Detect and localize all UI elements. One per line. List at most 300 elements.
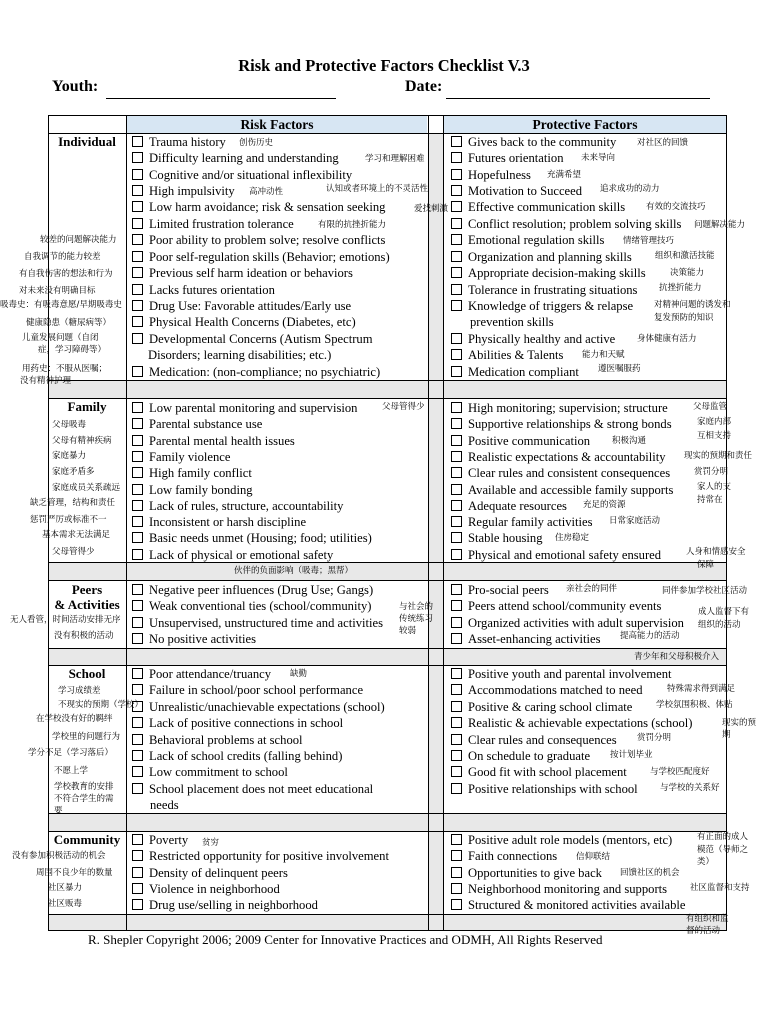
school-risk-item xyxy=(132,748,342,764)
annotation: 学分不足（学习落后） xyxy=(28,748,114,758)
item-label: Poverty xyxy=(149,833,189,847)
checkbox[interactable] xyxy=(132,633,143,644)
checkbox[interactable] xyxy=(451,201,462,212)
checkbox[interactable] xyxy=(451,366,462,377)
peers-risk-item xyxy=(132,582,373,598)
checkbox[interactable] xyxy=(132,218,143,229)
individual-risk-item xyxy=(132,265,353,281)
school-risk-item xyxy=(132,682,363,698)
table-border xyxy=(48,648,727,649)
checkbox[interactable] xyxy=(451,349,462,360)
family-protective-item xyxy=(451,547,661,563)
family-protective-item xyxy=(451,530,543,546)
item-label: On schedule to graduate xyxy=(468,749,591,763)
community-risk-item xyxy=(132,848,389,864)
annotation: 要 xyxy=(54,806,63,816)
checkbox[interactable] xyxy=(132,333,143,344)
item-label: Drug Use: Favorable attitudes/Early use xyxy=(149,299,352,313)
annotation: 问题解决能力 xyxy=(694,220,746,230)
individual-risk-item xyxy=(132,249,390,265)
item-continuation: Disorders; learning disabilities; etc.) xyxy=(148,348,332,362)
annotation: 对未来没有明确目标 xyxy=(19,286,96,296)
item-label: Stable housing xyxy=(468,531,543,546)
checkbox[interactable] xyxy=(132,783,143,794)
checkbox[interactable] xyxy=(451,717,462,728)
item-label: Developmental Concerns (Autism Spectrum xyxy=(149,332,373,346)
item-label: High monitoring; supervision; structure xyxy=(468,401,668,415)
checkbox[interactable] xyxy=(451,267,462,278)
individual-protective-item xyxy=(451,265,646,281)
annotation: 伙伴的负面影响（吸毒；黑帮） xyxy=(234,566,354,576)
annotation: 无人看管，时间活动安排无序 xyxy=(10,615,121,625)
item-label: Abilities & Talents xyxy=(468,348,564,362)
checkbox[interactable] xyxy=(132,532,143,543)
checkbox[interactable] xyxy=(451,834,462,845)
annotation: 积极沟通 xyxy=(612,436,647,446)
individual-risk-item xyxy=(132,298,351,314)
item-label: Parental mental health issues xyxy=(149,433,295,448)
school-risk-item xyxy=(132,764,288,780)
item-label: Positive adult role models (mentors, etc) xyxy=(468,833,673,847)
annotation: 组织和激活技能 xyxy=(655,251,715,261)
family-risk-item xyxy=(132,498,343,514)
individual-protective-item xyxy=(451,199,625,215)
annotation: 复发预防的知识 xyxy=(654,313,714,323)
item-label: Conflict resolution; problem solving skills xyxy=(468,217,682,231)
annotation: 能力和天赋 xyxy=(582,350,625,360)
school-protective-item xyxy=(451,682,643,698)
checkbox[interactable] xyxy=(451,500,462,511)
family-risk-item xyxy=(132,514,306,530)
annotation: 家庭成员关系疏远 xyxy=(52,483,121,493)
item-label: Failure in school/poor school performance xyxy=(149,683,364,698)
school-protective-item xyxy=(451,732,617,748)
checkbox[interactable] xyxy=(132,152,143,163)
item-label: Opportunities to give back xyxy=(468,865,602,880)
annotation: 遵医嘱服药 xyxy=(598,364,641,374)
annotation: 情绪管理技巧 xyxy=(623,236,675,246)
annotation: 抗挫折能力 xyxy=(659,283,702,293)
family-protective-item xyxy=(451,514,593,530)
item-label: Hopefulness xyxy=(468,168,531,182)
item-label: School placement does not meet educational xyxy=(149,781,374,796)
annotation: 与学校的关系好 xyxy=(660,783,720,793)
item-label: Positive youth and parental involvement xyxy=(468,667,672,681)
checkbox[interactable] xyxy=(451,883,462,894)
annotation: 学习成绩差 xyxy=(58,686,101,696)
date-field[interactable] xyxy=(446,98,710,99)
annotation: 身体健康有活力 xyxy=(637,334,697,344)
annotation: 现实的预期和责任 xyxy=(684,451,753,461)
checkbox[interactable] xyxy=(132,435,143,446)
checkbox[interactable] xyxy=(451,467,462,478)
peers-protective-item xyxy=(451,631,601,647)
item-label: Effective communication skills xyxy=(468,200,626,214)
annotation: 充满希望 xyxy=(547,170,582,180)
annotation: 追求成功的动力 xyxy=(600,184,660,194)
table-border xyxy=(48,930,727,931)
item-label: Density of delinquent peers xyxy=(149,865,288,880)
item-label: Regular family activities xyxy=(468,515,593,530)
item-label: Trauma history xyxy=(149,135,226,149)
checkbox[interactable] xyxy=(451,668,462,679)
annotation: 赏罚分明 xyxy=(694,467,729,477)
checkbox[interactable] xyxy=(451,234,462,245)
checkbox[interactable] xyxy=(451,617,462,628)
item-label: Difficulty learning and understanding xyxy=(149,151,339,165)
community-risk-item xyxy=(132,865,288,881)
annotation: 基本需求无法满足 xyxy=(42,530,111,540)
item-label: Low commitment to school xyxy=(149,765,288,780)
school-risk-item xyxy=(132,699,385,715)
individual-risk-item xyxy=(132,199,385,215)
checkbox[interactable] xyxy=(132,185,143,196)
annotation: 家庭矛盾多 xyxy=(52,467,95,477)
separator-row xyxy=(48,648,726,665)
checkbox[interactable] xyxy=(132,850,143,861)
item-label: Cognitive and/or situational inflexibility xyxy=(149,168,353,182)
individual-risk-item xyxy=(132,167,352,183)
annotation: 贫穷 xyxy=(202,838,220,848)
checkbox[interactable] xyxy=(132,418,143,429)
annotation: 不符合学生的需 xyxy=(54,794,114,804)
checkbox[interactable] xyxy=(132,600,143,611)
checkbox[interactable] xyxy=(451,867,462,878)
checkbox[interactable] xyxy=(451,402,462,413)
item-label: Clear rules and consequences xyxy=(468,732,617,747)
item-label: Inconsistent or harsh discipline xyxy=(149,515,307,530)
annotation: 症，学习障碍等） xyxy=(38,345,107,355)
checkbox[interactable] xyxy=(451,734,462,745)
annotation: 缺乏管理，结构和责任 xyxy=(30,498,116,508)
item-continuation: prevention skills xyxy=(470,315,554,329)
annotation: 父母吸毒 xyxy=(52,420,87,430)
annotation: 有组织和监 xyxy=(686,914,729,924)
checkbox[interactable] xyxy=(132,300,143,311)
annotation: 父母监管 xyxy=(693,402,728,412)
annotation: 日常家庭活动 xyxy=(609,516,661,526)
individual-protective-item xyxy=(451,232,604,248)
item-label: Realistic & achievable expectations (school) xyxy=(468,716,693,731)
family-risk-item xyxy=(132,530,372,546)
checkbox[interactable] xyxy=(451,418,462,429)
annotation: 充足的资源 xyxy=(583,500,626,510)
item-label: Asset-enhancing activities xyxy=(468,631,601,646)
annotation: 学校里的问题行为 xyxy=(52,732,121,742)
individual-risk-item xyxy=(132,150,339,166)
annotation: 没有积极的活动 xyxy=(54,631,114,641)
checkbox[interactable] xyxy=(132,467,143,478)
item-continuation: needs xyxy=(150,798,179,812)
checkbox[interactable] xyxy=(132,617,143,628)
item-label: Behavioral problems at school xyxy=(149,732,303,747)
family-risk-item xyxy=(132,400,357,416)
item-label: Previous self harm ideation or behaviors xyxy=(149,266,353,280)
checkbox[interactable] xyxy=(451,701,462,712)
individual-protective-item xyxy=(451,331,615,347)
item-label: Lack of rules, structure, accountability xyxy=(149,498,344,513)
item-label: Medication: (non-compliance; no psychiatric) xyxy=(149,365,381,379)
school-protective-item xyxy=(451,781,638,797)
annotation: 周围不良少年的数量 xyxy=(36,868,113,878)
annotation: 有正面的成人 xyxy=(697,832,749,842)
checkbox[interactable] xyxy=(451,484,462,495)
peers-risk-item xyxy=(132,598,371,614)
table-border xyxy=(428,115,429,930)
checkbox[interactable] xyxy=(132,516,143,527)
item-label: Faith connections xyxy=(468,849,558,864)
annotation: 父母管得少 xyxy=(382,402,425,412)
school-protective-item xyxy=(451,666,672,682)
individual-protective-item xyxy=(451,347,563,363)
annotation: 有自我伤害的想法和行为 xyxy=(19,269,113,279)
category-family: Family xyxy=(67,399,107,414)
annotation: 学习和理解困难 xyxy=(365,154,425,164)
individual-risk-item xyxy=(132,282,275,298)
item-label: Organized activities with adult supervision xyxy=(468,615,684,630)
item-label: Motivation to Succeed xyxy=(468,184,583,198)
checkbox[interactable] xyxy=(451,532,462,543)
table-border xyxy=(726,115,727,930)
checkbox[interactable] xyxy=(451,435,462,446)
item-label: Positive & caring school climate xyxy=(468,699,633,714)
annotation: 没有参加积极活动的机会 xyxy=(12,851,106,861)
checkbox[interactable] xyxy=(132,899,143,910)
checkbox[interactable] xyxy=(451,169,462,180)
individual-protective-item xyxy=(451,134,616,150)
annotation: 现实的预 xyxy=(722,718,757,728)
item-label: Low family bonding xyxy=(149,482,253,497)
community-protective-item xyxy=(451,832,672,848)
item-label: Clear rules and consistent consequences xyxy=(468,466,671,481)
annotation: 家庭内部 xyxy=(697,417,732,427)
annotation: 互相支持 xyxy=(697,431,732,441)
checkbox[interactable] xyxy=(451,251,462,262)
item-label: Unrealistic/unachievable expectations (school) xyxy=(149,699,385,714)
youth-field[interactable] xyxy=(106,98,336,99)
item-label: Positive relationships with school xyxy=(468,781,638,796)
checkbox[interactable] xyxy=(451,850,462,861)
checkbox[interactable] xyxy=(132,750,143,761)
family-risk-item xyxy=(132,482,253,498)
individual-risk-item xyxy=(132,364,380,380)
checkbox[interactable] xyxy=(132,484,143,495)
item-label: Physical Health Concerns (Diabetes, etc) xyxy=(149,315,356,329)
checkbox[interactable] xyxy=(132,867,143,878)
annotation: 惩罚严厉或标准不一 xyxy=(30,515,107,525)
checkbox[interactable] xyxy=(132,402,143,413)
category-individual: Individual xyxy=(58,134,116,149)
checkbox[interactable] xyxy=(451,218,462,229)
checkbox[interactable] xyxy=(132,549,143,560)
checkbox[interactable] xyxy=(451,284,462,295)
item-label: Drug use/selling in neighborhood xyxy=(149,898,318,913)
checkbox[interactable] xyxy=(132,668,143,679)
item-label: Physically healthy and active xyxy=(468,332,616,346)
annotation: 与社会的 xyxy=(399,602,434,612)
category-school: School xyxy=(68,666,106,681)
checkbox[interactable] xyxy=(451,451,462,462)
checkbox[interactable] xyxy=(132,766,143,777)
table-border xyxy=(48,580,727,581)
item-label: Poor attendance/truancy xyxy=(149,667,272,681)
annotation: 组织的活动 xyxy=(698,620,741,630)
separator-row xyxy=(48,380,726,398)
annotation: 传统练习 xyxy=(399,614,434,624)
annotation: 保障 xyxy=(697,560,715,570)
individual-protective-item xyxy=(451,183,582,199)
item-label: High family conflict xyxy=(149,466,252,481)
checkbox[interactable] xyxy=(132,234,143,245)
checkbox[interactable] xyxy=(132,684,143,695)
checkbox[interactable] xyxy=(451,584,462,595)
annotation: 信仰联结 xyxy=(576,852,611,862)
item-label: Low harm avoidance; risk & sensation seeking xyxy=(149,200,386,214)
checkbox[interactable] xyxy=(451,136,462,147)
checkbox[interactable] xyxy=(132,251,143,262)
checkbox[interactable] xyxy=(451,783,462,794)
table-border xyxy=(48,398,727,399)
family-protective-item xyxy=(451,482,673,498)
item-label: Parental substance use xyxy=(149,417,263,432)
item-label: No positive activities xyxy=(149,631,257,646)
item-label: Appropriate decision-making skills xyxy=(468,266,646,280)
peers-risk-item xyxy=(132,631,256,647)
annotation: 认知或者环境上的不灵活性 xyxy=(326,184,429,194)
item-label: Low parental monitoring and supervision xyxy=(149,401,358,415)
item-label: Adequate resources xyxy=(468,498,567,513)
annotation: 缺勤 xyxy=(290,669,308,679)
page-title: Risk and Protective Factors Checklist V.3 xyxy=(238,56,530,75)
category-community: Community xyxy=(53,832,121,847)
peers-protective-item xyxy=(451,598,661,614)
peers-risk-item xyxy=(132,615,383,631)
item-label: Tolerance in frustrating situations xyxy=(468,283,638,297)
checkbox[interactable] xyxy=(451,633,462,644)
family-protective-item xyxy=(451,498,567,514)
annotation: 用药史：不服从医嘱； xyxy=(22,364,108,374)
checkbox[interactable] xyxy=(132,169,143,180)
annotation: 父母有精神疾病 xyxy=(52,436,112,446)
checkbox[interactable] xyxy=(451,684,462,695)
item-label: Lack of physical or emotional safety xyxy=(149,547,334,562)
item-label: Available and accessible family supports xyxy=(468,482,674,497)
annotation: 吸毒史：有吸毒意愿/早期吸毒史 xyxy=(0,300,122,310)
annotation: 高冲动性 xyxy=(249,187,284,197)
annotation: 较差的问题解决能力 xyxy=(40,235,117,245)
family-protective-item xyxy=(451,416,672,432)
annotation: 学校氛围积极、体贴 xyxy=(656,700,733,710)
item-label: Medication compliant xyxy=(468,365,579,379)
community-risk-item xyxy=(132,881,280,897)
item-label: Basic needs unmet (Housing; food; utilities) xyxy=(149,531,372,546)
table-border xyxy=(48,914,727,915)
item-label: Unsupervised, unstructured time and activities xyxy=(149,615,383,630)
checkbox[interactable] xyxy=(132,267,143,278)
checkbox[interactable] xyxy=(132,734,143,745)
item-label: Negative peer influences (Drug Use; Gangs) xyxy=(149,583,374,597)
checkbox[interactable] xyxy=(451,152,462,163)
item-label: Neighborhood monitoring and supports xyxy=(468,881,668,896)
individual-risk-item xyxy=(132,183,235,199)
individual-protective-item xyxy=(451,364,579,380)
annotation: 青少年和父母积极介入 xyxy=(634,652,720,662)
item-label: Physical and emotional safety ensured xyxy=(468,547,662,562)
item-label: Restricted opportunity for positive involvement xyxy=(149,849,389,864)
checkbox[interactable] xyxy=(132,584,143,595)
checkbox[interactable] xyxy=(451,549,462,560)
date-label: Date: xyxy=(405,78,443,95)
table-border xyxy=(48,380,727,381)
school-risk-item xyxy=(132,666,271,682)
family-risk-item xyxy=(132,465,252,481)
annotation: 成人监督下有 xyxy=(698,607,750,617)
annotation: 自我调节的能力较差 xyxy=(24,252,101,262)
family-protective-item xyxy=(451,465,670,481)
separator-row xyxy=(48,914,726,930)
checkbox[interactable] xyxy=(132,717,143,728)
individual-risk-item xyxy=(132,216,294,232)
individual-risk-item xyxy=(132,232,385,248)
annotation: 同伴参加学校社区活动 xyxy=(662,586,748,596)
family-protective-item xyxy=(451,400,668,416)
annotation: 督的活动 xyxy=(686,926,721,936)
checkbox[interactable] xyxy=(132,451,143,462)
item-label: Structured & monitored activities available xyxy=(468,898,686,913)
item-label: Gives back to the community xyxy=(468,135,617,149)
family-risk-item xyxy=(132,547,333,563)
checkbox[interactable] xyxy=(451,516,462,527)
checkbox[interactable] xyxy=(132,284,143,295)
checkbox[interactable] xyxy=(132,366,143,377)
individual-protective-item xyxy=(451,249,632,265)
checkbox[interactable] xyxy=(132,136,143,147)
checkbox[interactable] xyxy=(132,834,143,845)
annotation: 有限的抗挫折能力 xyxy=(318,220,387,230)
item-label: Organization and planning skills xyxy=(468,250,632,264)
school-protective-item xyxy=(451,715,693,731)
checkbox[interactable] xyxy=(132,500,143,511)
item-label: High impulsivity xyxy=(149,184,235,198)
checkbox[interactable] xyxy=(451,750,462,761)
item-label: Good fit with school placement xyxy=(468,765,627,780)
annotation: 住房稳定 xyxy=(555,533,590,543)
checkbox[interactable] xyxy=(132,201,143,212)
youth-label: Youth: xyxy=(52,78,99,95)
checkbox[interactable] xyxy=(451,300,462,311)
checkbox[interactable] xyxy=(132,883,143,894)
family-risk-item xyxy=(132,449,231,465)
protective-factors-header: Protective Factors xyxy=(444,116,726,133)
annotation: 持常在 xyxy=(697,495,723,505)
individual-risk-item xyxy=(132,331,373,347)
annotation: 人身和情感安全 xyxy=(686,547,746,557)
checkbox[interactable] xyxy=(132,316,143,327)
checkbox[interactable] xyxy=(451,333,462,344)
checkbox[interactable] xyxy=(451,185,462,196)
checkbox[interactable] xyxy=(451,600,462,611)
item-label: Limited frustration tolerance xyxy=(149,217,294,231)
checkbox[interactable] xyxy=(451,899,462,910)
item-label: Emotional regulation skills xyxy=(468,233,605,247)
annotation: 对精神问题的诱发和 xyxy=(654,300,731,310)
checkbox[interactable] xyxy=(451,766,462,777)
item-label: Supportive relationships & strong bonds xyxy=(468,417,672,432)
copyright-footer: R. Shepler Copyright 2006; 2009 Center for Innovative Practices and ODMH, All Rights Reserved xyxy=(88,932,603,947)
annotation: 特殊需求得到满足 xyxy=(667,684,736,694)
item-label: Lack of school credits (falling behind) xyxy=(149,749,343,763)
item-label: Knowledge of triggers & relapse xyxy=(468,299,634,313)
